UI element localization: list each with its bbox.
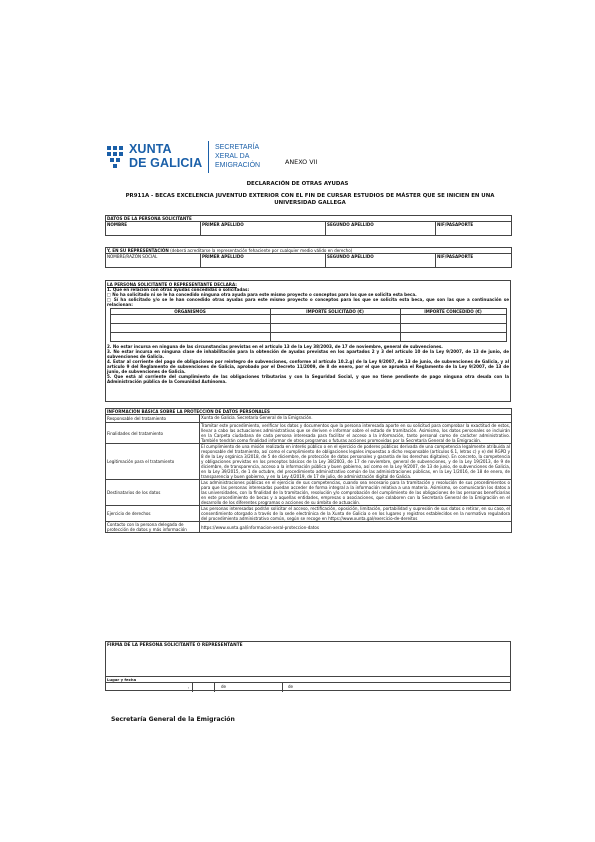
dp-text-derechos: Las personas interesadas podrán solicitar el acceso, rectificación, oposición, limitación, portabilidad y supresión de sus datos o retirar, en su caso, el consentimiento otorgado a través de la sede electrónica de la Xunta de Galicia o en los lugares y registros establecidos en la normativa reguladora del procedimiento administrativo común, según se recoge en https://www.xunta.gal/exercicio-de-dereitos: [201, 506, 511, 521]
aids-cell[interactable]: [400, 315, 506, 324]
de-label-2: de: [288, 684, 293, 689]
year-de-cell[interactable]: [282, 682, 338, 692]
month-de-cell[interactable]: [214, 682, 282, 692]
declaration-title: LA PERSONA SOLICITANTE O REPRESENTANTE DECLARA:: [107, 282, 237, 287]
declaration-box: [105, 280, 511, 402]
representative-surname2-field[interactable]: [326, 254, 436, 268]
aids-cell[interactable]: [110, 315, 270, 324]
applicant-name-label: NOMBRE: [107, 222, 128, 227]
dp-text-responsable: Xunta de Galicia. Secretaría General de la Emigración.: [200, 415, 512, 423]
logo-separator: [208, 141, 209, 173]
aids-cell[interactable]: [400, 324, 506, 333]
applicant-surname2-label: SEGUNDO APELLIDO: [327, 222, 374, 227]
applicant-section-title: DATOS DE LA PERSONA SOLICITANTE: [106, 216, 512, 222]
dp-label-legitimacion: Legitimación para el tratamiento: [106, 444, 200, 480]
year-field[interactable]: [338, 682, 512, 692]
representative-section-title: Y, EN SU REPRESENTACIÓN: [107, 248, 169, 253]
annex-label: ANEXO VII: [285, 158, 318, 166]
logo-name-line2: DE GALICIA: [129, 156, 203, 170]
dp-label-derechos: Ejercicio de derechos: [106, 506, 200, 522]
dp-text-destinatarios: Las administraciones públicas en el ejercicio de sus competencias, cuando sea necesario para la tramitación y resolución de sus procedimientos o para que las personas interesadas puedan acceder de forma integral a la información relativa a una materia. Asimismo, se comunicarán los datos a las universidades, con la finalidad de la tramitación, resolución y/o comprobación del cumplimiento de las obligaciones de las personas beneficiarias en este procedimiento de becas y a aquellas entidades, empresas o asociaciones, que colaboren con la Secretaría General de la Emigración en el desarrollo de los diferentes programas o acciones de su ámbito de actuación.: [201, 480, 511, 505]
applicant-nif-field[interactable]: [436, 222, 512, 236]
aids-cell[interactable]: [110, 333, 270, 342]
other-aids-table: [110, 308, 507, 342]
logo-sub-line3: EMIGRACIÓN: [215, 162, 261, 169]
applicant-name-field[interactable]: [106, 222, 201, 236]
declaration-item-2: 2. No estar incursa en ninguna de las circunstancias previstas en el artículo 13 de la Ley 38/2003, de 17 de noviembre, general de subvenciones.: [107, 344, 443, 349]
xunta-emblem-icon: [105, 144, 125, 170]
applicant-surname1-label: PRIMER APELLIDO: [202, 222, 244, 227]
representative-nif-label: NIF/PASAPORTE: [437, 254, 474, 259]
aids-col-requested: IMPORTE SOLICITADO (€): [270, 309, 400, 315]
place-date-label: Lugar y fecha: [107, 677, 137, 682]
day-field[interactable]: [192, 682, 214, 692]
logo-sub-line2: XERAL DA: [215, 153, 250, 160]
logo-name-line1: XUNTA: [129, 142, 172, 156]
representative-name-field[interactable]: [106, 254, 201, 268]
aids-cell[interactable]: [110, 324, 270, 333]
dp-text-finalidades: Tramitar este procedimiento, verificar los datos y documentos que la persona interesada aporte en su solicitud para comprobar la exactitud de estos, llevar a cabo las actuaciones administrativas que se deriven e informar sobre el estado de tramitación. Asimismo, los datos personales se incluirán en la Carpeta ciudadana de cada persona interesada para facilitar el acceso a la información, tanto personal como de carácter administrativo. También tendrán como finalidad informar de otros programas o futuras acciones promovidas por la Secretaría General de la Emigración.: [201, 423, 511, 443]
representative-surname1-label: PRIMER APELLIDO: [202, 254, 244, 259]
applicant-surname1-field[interactable]: [201, 222, 326, 236]
representative-nif-field[interactable]: [436, 254, 512, 268]
data-protection-table: [105, 408, 512, 533]
representative-surname1-field[interactable]: [201, 254, 326, 268]
representative-name-label: NOMBRE/RAZÓN SOCIAL: [107, 254, 158, 259]
place-comma: ,: [188, 684, 190, 689]
declaration-item-1: 1. Que en relación con otras ayudas concedidas o solicitadas:: [107, 287, 250, 292]
representative-table: [105, 247, 512, 268]
aids-cell[interactable]: [270, 324, 400, 333]
procedure-title: PR911A - BECAS EXCELENCIA JUVENTUD EXTERIOR CON EL FIN DE CURSAR ESTUDIOS DE MÁSTER QUE SE INICIEN EN UNA UNIVERSIDAD GALLEGA: [125, 193, 495, 206]
de-label-1: de: [221, 684, 226, 689]
document-title: DECLARACIÓN DE OTRAS AYUDAS: [246, 181, 349, 187]
applicant-table: [105, 215, 512, 236]
declaration-option-yes[interactable]: □ Sí ha solicitado y/o se le han concedido otras ayudas para este mismo proyecto o conceptos para los que se solicita esta beca, que son las que a continuación se relacionan:: [107, 297, 509, 307]
aids-col-granted: IMPORTE CONCEDIDO (€): [400, 309, 506, 315]
declaration-option-no[interactable]: □ No ha solicitado ni se le ha concedido ninguna otra ayuda para este mismo proyecto o conceptos para los que se solicita esta beca.: [107, 292, 417, 297]
declaration-item-4: 4. Estar al corriente del pago de obligaciones por reintegro de subvenciones, conforme al artículo 10.2.g) de la Ley 9/2007, de 13 de junio, de subvenciones de Galicia, y al artículo 9 del Reglamento de subvenciones de Galicia, aprobado por el Decreto 11/2009, de 8 de enero, por el que se aprueba el Reglamento de la Ley 9/2007, de 13 de junio, de subvenciones de Galicia.: [107, 359, 509, 374]
logo-sub-line1: SECRETARÍA: [215, 144, 260, 151]
signature-title: FIRMA DE LA PERSONA SOLICITANTE O REPRESENTANTE: [107, 643, 243, 648]
declaration-item-3: 3. No estar incursa en ninguna clase de inhabilitación para la obtención de ayudas previstas en los apartados 2 y 3 del artículo 10 de la Ley 9/2007, de 13 de junio, de subvenciones de Galicia.: [107, 349, 509, 359]
representative-surname2-label: SEGUNDO APELLIDO: [327, 254, 374, 259]
signature-divider: [106, 676, 510, 677]
aids-cell[interactable]: [270, 315, 400, 324]
dp-label-responsable: Responsable del tratamiento: [106, 415, 200, 423]
data-protection-title: INFORMACIÓN BÁSICA SOBRE LA PROTECCIÓN DE DATOS PERSONALES: [106, 409, 512, 415]
dp-text-contacto[interactable]: https://www.xunta.gal/informacion-xeral-proteccion-datos: [200, 522, 512, 533]
aids-cell[interactable]: [400, 333, 506, 342]
dp-label-contacto: Contacto con la persona delegada de protección de datos y más información: [106, 522, 200, 533]
aids-col-organisms: ORGANISMOS: [110, 309, 270, 315]
signature-box: [105, 641, 511, 691]
dp-label-finalidades: Finalidades del tratamiento: [106, 423, 200, 444]
applicant-surname2-field[interactable]: [326, 222, 436, 236]
applicant-nif-label: NIF/PASAPORTE: [437, 222, 474, 227]
declaration-item-5: 5. Que está al corriente del cumplimiento de las obligaciones tributarias y con la Seguridad Social, y que no tiene pendiente de pago ninguna otra deuda con la Administración pública de la Comunidad Autónoma.: [107, 374, 509, 384]
representative-section-note: (deberá acreditarse la representación fehaciente por cualquier medio válido en derecho): [170, 248, 353, 253]
dp-label-destinatarios: Destinatarios de los datos: [106, 480, 200, 506]
footer-organization: Secretaría General de la Emigración: [111, 716, 235, 723]
dp-text-legitimacion: El cumplimiento de una misión realizada en interés público o en el ejercicio de poderes públicos derivada de una competencia legalmente atribuida al responsable del tratamiento, así como el cumplimiento de obligaciones legales impuestas a dicho responsable (artículos 6.1, letras c) y e) del RGPD y 8 de la Ley orgánica 3/2018, de 5 de diciembre, de protección de datos personales y garantía de los derechos digitales). En concreto, la competencia y obligaciones previstas en los preceptos básicos de la Ley 38/2003, de 17 de noviembre, general de subvenciones, y de la Ley 19/2013, de 9 de diciembre, de transparencia, acceso a la información pública y buen gobierno, así como en la Ley 9/2007, de 13 de junio, de subvenciones de Galicia, en la Ley 39/2015, de 1 de octubre, del procedimiento administrativo común de las administraciones públicas, en la Ley 1/2016, de 18 de enero, de transparencia y buen gobierno, y en la Ley 4/2019, de 17 de julio, de administración digital de Galicia.: [201, 444, 511, 479]
aids-cell[interactable]: [270, 333, 400, 342]
